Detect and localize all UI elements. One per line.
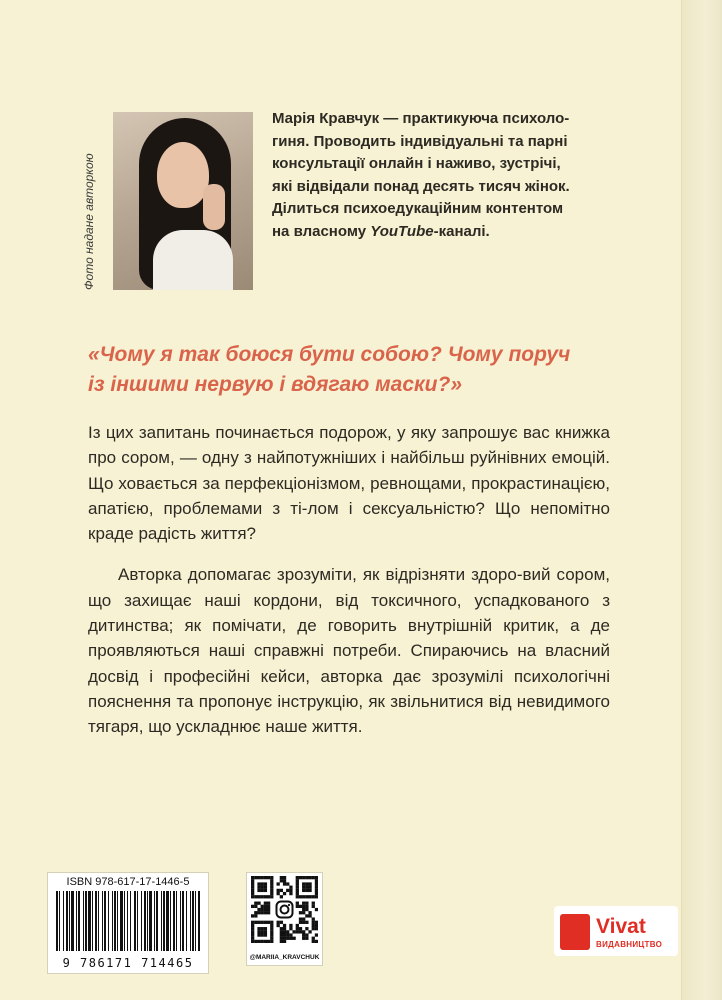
isbn-label: ISBN 978-617-17-1446-5 [66, 876, 190, 888]
book-spine [681, 0, 722, 1000]
vivat-logo-icon [560, 914, 590, 950]
bio-line: консультації онлайн і наживо, зустрічі, [272, 155, 561, 172]
publisher-subtitle: ВИДАВНИЦТВО [596, 940, 663, 949]
qr-pattern [251, 876, 318, 943]
bio-line: гиня. Проводить індивідуальні та парні [272, 132, 568, 150]
publisher-name: Vivat [596, 915, 646, 938]
instagram-handle: @MARIIA_KRAVCHUK [249, 954, 320, 961]
author-photo [113, 112, 253, 290]
pull-quote [88, 340, 648, 400]
pull-quote-line: із іншими нервую і вдягаю маски?» [88, 373, 463, 396]
bio-line: які відвідали понад десять тисяч жінок. [272, 177, 570, 195]
blurb-text [88, 420, 610, 756]
bio-line: Марія Кравчук — практикуюча психоло- [272, 110, 570, 127]
photo-credit: Фото надане авторкою [82, 153, 96, 290]
bio-line: на власному YouTube-каналі. [272, 222, 490, 240]
qr-code[interactable] [246, 872, 323, 966]
bio-line: Ділиться психоедукаційним контентом [272, 200, 564, 217]
author-bio [272, 108, 632, 243]
blurb-paragraph: Авторка допомагає зрозуміти, як відрізняти здоро-вий сором, що захищає наші кордони, від токсичного, успадкованого з дитинства; як помічати, де говорить внутрішній критик, а де проявляються наші справжні потреби. Спираючись на власний досвід і професійні кейси, авторка дає зрозумілі психологічні пояснення та пропонує інструкцію, як звільнитися від невидимого тягаря, що ускладнює наше життя. [88, 565, 610, 737]
barcode-bars [56, 891, 200, 951]
barcode-digits: 9 786171 714465 [62, 956, 194, 970]
pull-quote-line: «Чому я так боюся бути собою? Чому поруч [88, 343, 571, 366]
isbn-barcode [47, 872, 209, 974]
blurb-paragraph: Із цих запитань починається подорож, у яку запрошує вас книжка про сором, — одну з найпотужніших і найбільш руйнівних емоцій. Що ховається за перфекціонізмом, ревнощами, прокрастинацією, апатією, проблемами з ті-лом і сексуальністю? Що непомітно краде радість життя? [88, 423, 610, 544]
instagram-icon [274, 899, 295, 920]
publisher-logo [554, 906, 678, 956]
